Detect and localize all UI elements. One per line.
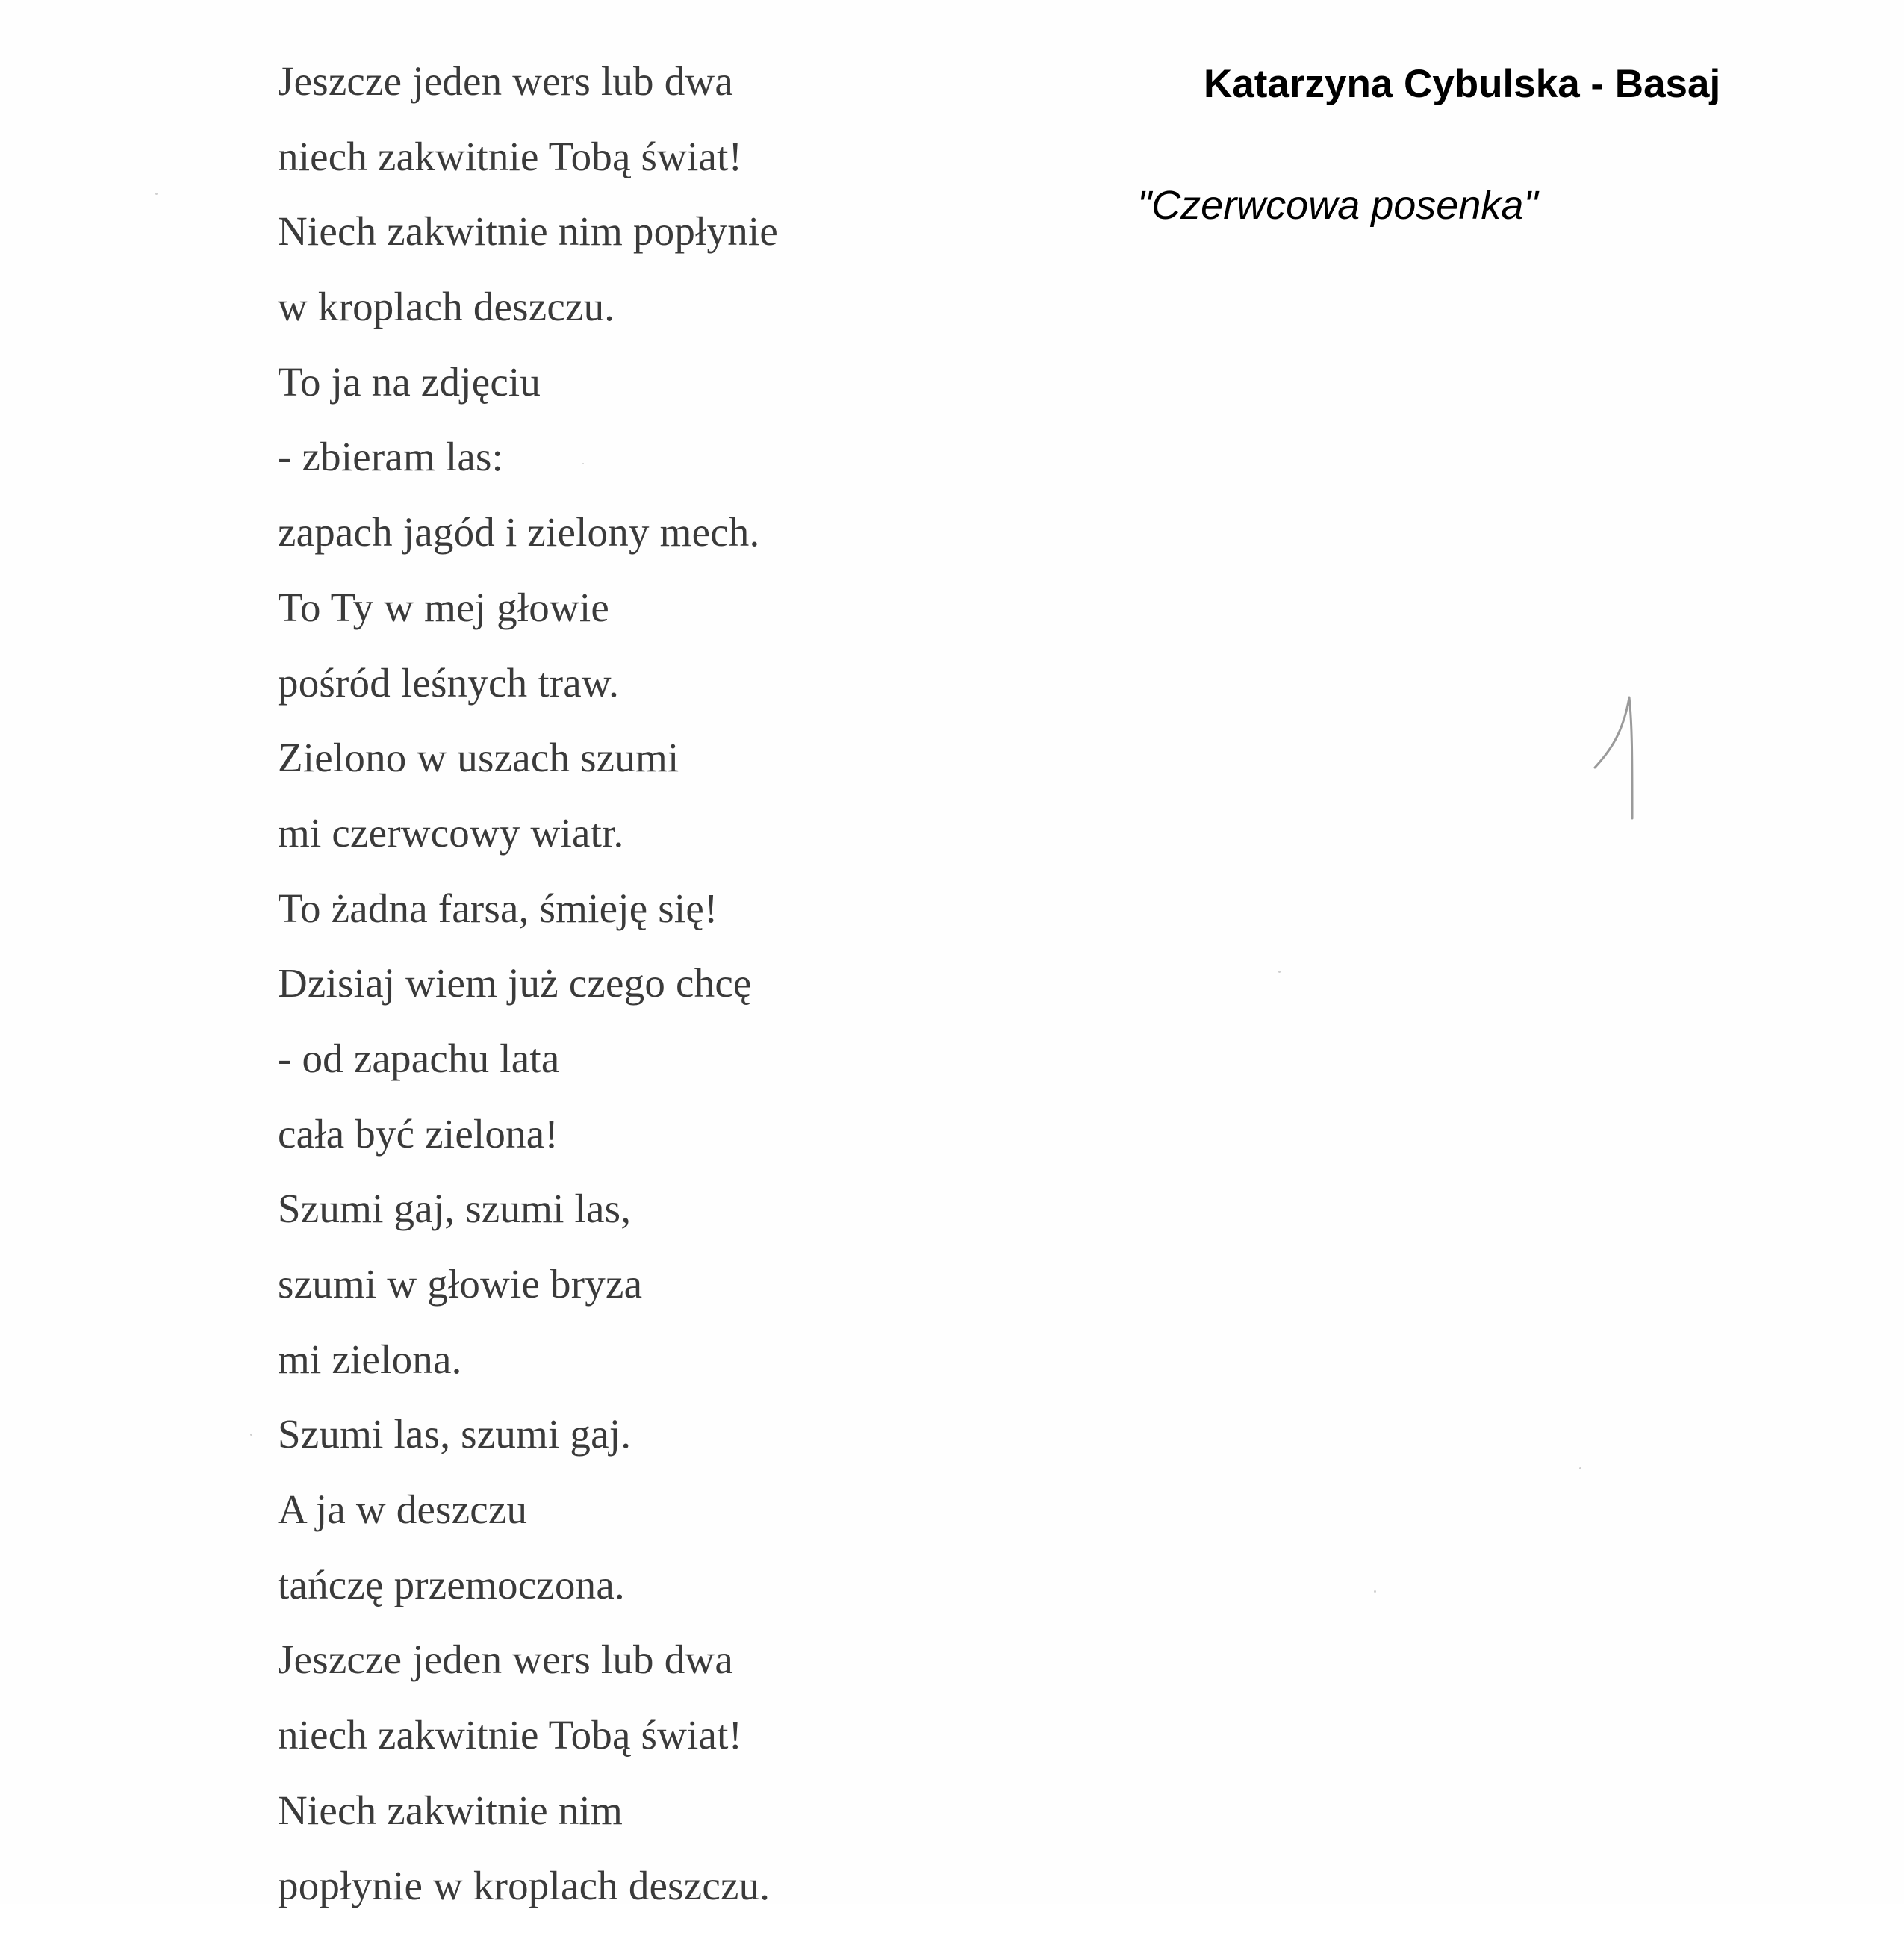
- poem-line: pośród leśnych traw.: [278, 656, 778, 731]
- poem-line: tańczę przemoczona.: [278, 1557, 778, 1633]
- scan-speck: [582, 463, 584, 464]
- poem-title: "Czerwcowa posenka": [1137, 178, 1538, 233]
- poem-line: Niech zakwitnie nim popłynie: [278, 204, 778, 279]
- scan-speck: [155, 193, 158, 195]
- poem-line: mi zielona.: [278, 1332, 778, 1407]
- poem-line: niech zakwitnie Tobą świat!: [278, 129, 778, 205]
- poem-line: Niech zakwitnie nim: [278, 1783, 778, 1858]
- poem-line: A ja w deszczu: [278, 1482, 778, 1557]
- poem-line: szumi w głowie bryza: [278, 1257, 778, 1332]
- scan-speck: [1374, 1590, 1376, 1593]
- poem-line: cała być zielona!: [278, 1106, 778, 1182]
- poem-line: To żadna farsa, śmieję się!: [278, 881, 778, 956]
- scan-speck: [250, 1434, 252, 1436]
- poem-line: - zbieram las:: [278, 429, 778, 505]
- handwritten-page-number-icon: [1590, 694, 1665, 821]
- poem-line: Szumi las, szumi gaj.: [278, 1407, 778, 1482]
- poem-line: Jeszcze jeden wers lub dwa: [278, 1632, 778, 1708]
- poem-line: zapach jagód i zielony mech.: [278, 505, 778, 580]
- poem-line: Jeszcze jeden wers lub dwa: [278, 54, 778, 129]
- author-name: Katarzyna Cybulska - Basaj: [1204, 57, 1720, 112]
- scan-speck: [1278, 971, 1281, 973]
- poem-line: w kroplach deszczu.: [278, 279, 778, 355]
- poem-line: - od zapachu lata: [278, 1031, 778, 1106]
- poem-line: Dzisiaj wiem już czego chcę: [278, 956, 778, 1031]
- poem-line: popłynie w kroplach deszczu.: [278, 1858, 778, 1933]
- poem-line: Szumi gaj, szumi las,: [278, 1181, 778, 1257]
- scan-speck: [1579, 1467, 1581, 1469]
- poem-line: To Ty w mej głowie: [278, 580, 778, 656]
- poem-line: mi czerwcowy wiatr.: [278, 806, 778, 881]
- poem-body: [278, 54, 778, 1933]
- poem-line: Zielono w uszach szumi: [278, 730, 778, 806]
- poem-line: To ja na zdjęciu: [278, 355, 778, 430]
- poem-line: niech zakwitnie Tobą świat!: [278, 1708, 778, 1783]
